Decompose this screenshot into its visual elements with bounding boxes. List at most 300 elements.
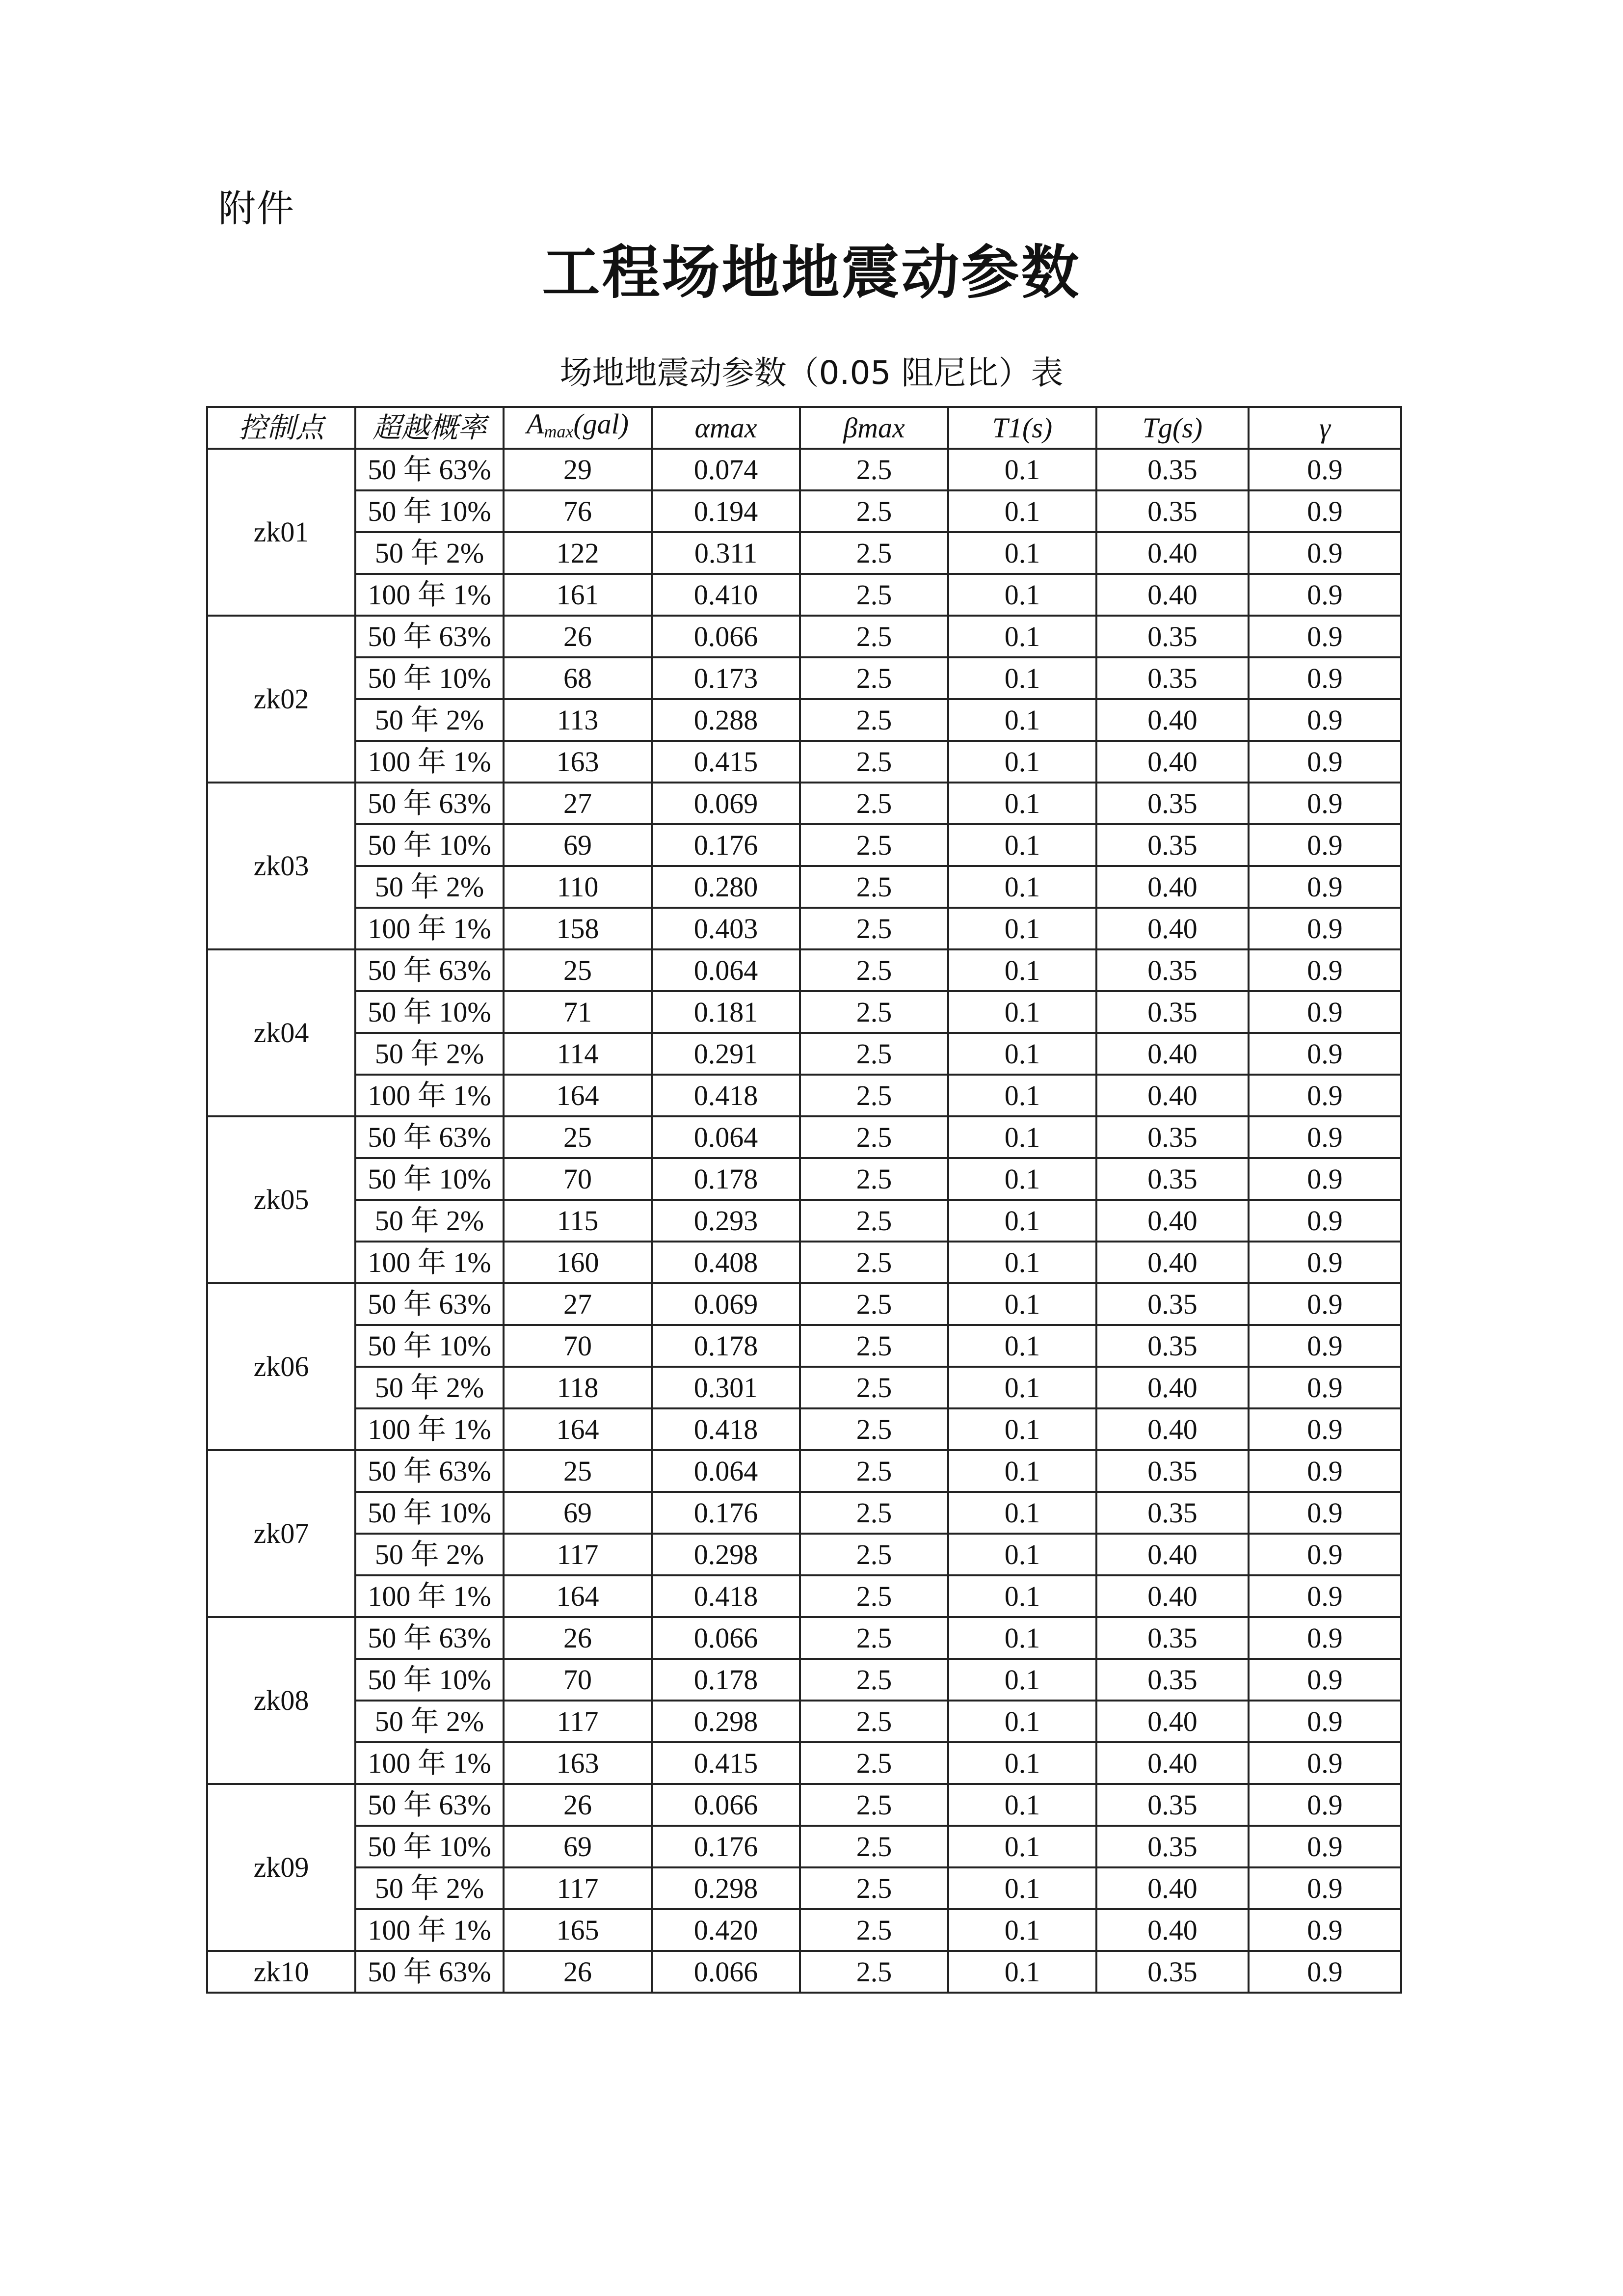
table-row xyxy=(207,1283,1401,1325)
alpha-max-cell: 0.403 xyxy=(652,908,800,949)
amax-cell: 26 xyxy=(504,1784,652,1826)
table-row xyxy=(207,1450,1401,1492)
table-row xyxy=(207,991,1401,1033)
control-point-cell: zk03 xyxy=(207,783,355,949)
beta-max-cell: 2.5 xyxy=(800,699,948,741)
exceedance-cell: 50 年 2% xyxy=(355,1367,504,1408)
beta-max-cell: 2.5 xyxy=(800,1617,948,1659)
gamma-cell: 0.9 xyxy=(1249,657,1401,699)
alpha-max-cell: 0.418 xyxy=(652,1575,800,1617)
t1-cell: 0.1 xyxy=(948,1951,1096,1993)
tg-cell: 0.40 xyxy=(1096,1200,1249,1242)
gamma-cell: 0.9 xyxy=(1249,908,1401,949)
seismic-parameters-table xyxy=(206,406,1402,1994)
amax-cell: 110 xyxy=(504,866,652,908)
gamma-cell: 0.9 xyxy=(1249,1784,1401,1826)
alpha-max-cell: 0.298 xyxy=(652,1701,800,1742)
beta-max-cell: 2.5 xyxy=(800,824,948,866)
amax-cell: 164 xyxy=(504,1575,652,1617)
alpha-max-cell: 0.301 xyxy=(652,1367,800,1408)
beta-max-cell: 2.5 xyxy=(800,991,948,1033)
gamma-cell: 0.9 xyxy=(1249,1951,1401,1993)
amax-cell: 160 xyxy=(504,1242,652,1283)
exceedance-cell: 50 年 63% xyxy=(355,1116,504,1158)
exceedance-cell: 100 年 1% xyxy=(355,574,504,616)
exceedance-cell: 50 年 10% xyxy=(355,1158,504,1200)
gamma-cell: 0.9 xyxy=(1249,1158,1401,1200)
gamma-cell: 0.9 xyxy=(1249,1075,1401,1116)
exceedance-cell: 50 年 2% xyxy=(355,1534,504,1575)
tg-cell: 0.40 xyxy=(1096,1701,1249,1742)
alpha-max-cell: 0.173 xyxy=(652,657,800,699)
exceedance-cell: 50 年 63% xyxy=(355,1283,504,1325)
table-row xyxy=(207,949,1401,991)
t1-cell: 0.1 xyxy=(948,1367,1096,1408)
exceedance-cell: 50 年 63% xyxy=(355,449,504,490)
table-row xyxy=(207,908,1401,949)
gamma-cell: 0.9 xyxy=(1249,949,1401,991)
gamma-cell: 0.9 xyxy=(1249,490,1401,532)
tg-cell: 0.35 xyxy=(1096,824,1249,866)
table-row xyxy=(207,1534,1401,1575)
header-amax-symbol: A xyxy=(526,408,544,440)
gamma-cell: 0.9 xyxy=(1249,1701,1401,1742)
beta-max-cell: 2.5 xyxy=(800,741,948,783)
gamma-cell: 0.9 xyxy=(1249,616,1401,657)
control-point-cell: zk09 xyxy=(207,1784,355,1951)
amax-cell: 118 xyxy=(504,1367,652,1408)
table-row xyxy=(207,1659,1401,1701)
alpha-max-cell: 0.420 xyxy=(652,1909,800,1951)
t1-cell: 0.1 xyxy=(948,1575,1096,1617)
table-row xyxy=(207,866,1401,908)
exceedance-cell: 50 年 10% xyxy=(355,1325,504,1367)
gamma-cell: 0.9 xyxy=(1249,699,1401,741)
beta-max-cell: 2.5 xyxy=(800,1242,948,1283)
header-control-point: 控制点 xyxy=(207,407,355,449)
alpha-max-cell: 0.074 xyxy=(652,449,800,490)
alpha-max-cell: 0.410 xyxy=(652,574,800,616)
tg-cell: 0.35 xyxy=(1096,1826,1249,1867)
amax-cell: 122 xyxy=(504,532,652,574)
exceedance-cell: 50 年 10% xyxy=(355,490,504,532)
table-row xyxy=(207,1075,1401,1116)
beta-max-cell: 2.5 xyxy=(800,1742,948,1784)
alpha-max-cell: 0.280 xyxy=(652,866,800,908)
gamma-cell: 0.9 xyxy=(1249,866,1401,908)
table-row xyxy=(207,574,1401,616)
beta-max-cell: 2.5 xyxy=(800,1575,948,1617)
exceedance-cell: 100 年 1% xyxy=(355,1408,504,1450)
amax-cell: 161 xyxy=(504,574,652,616)
exceedance-cell: 50 年 63% xyxy=(355,949,504,991)
gamma-cell: 0.9 xyxy=(1249,1659,1401,1701)
control-point-cell: zk06 xyxy=(207,1283,355,1450)
amax-cell: 26 xyxy=(504,1951,652,1993)
amax-cell: 70 xyxy=(504,1158,652,1200)
t1-cell: 0.1 xyxy=(948,616,1096,657)
amax-cell: 69 xyxy=(504,1492,652,1534)
table-row xyxy=(207,1826,1401,1867)
alpha-max-cell: 0.176 xyxy=(652,1826,800,1867)
tg-cell: 0.40 xyxy=(1096,908,1249,949)
gamma-cell: 0.9 xyxy=(1249,1367,1401,1408)
exceedance-cell: 50 年 2% xyxy=(355,1867,504,1909)
control-point-cell: zk04 xyxy=(207,949,355,1116)
t1-cell: 0.1 xyxy=(948,908,1096,949)
beta-max-cell: 2.5 xyxy=(800,1909,948,1951)
t1-cell: 0.1 xyxy=(948,741,1096,783)
alpha-max-cell: 0.064 xyxy=(652,949,800,991)
amax-cell: 158 xyxy=(504,908,652,949)
table-row xyxy=(207,657,1401,699)
t1-cell: 0.1 xyxy=(948,1325,1096,1367)
amax-cell: 26 xyxy=(504,616,652,657)
table-row xyxy=(207,1617,1401,1659)
t1-cell: 0.1 xyxy=(948,490,1096,532)
table-row xyxy=(207,1242,1401,1283)
t1-cell: 0.1 xyxy=(948,1617,1096,1659)
gamma-cell: 0.9 xyxy=(1249,1242,1401,1283)
gamma-cell: 0.9 xyxy=(1249,1534,1401,1575)
t1-cell: 0.1 xyxy=(948,866,1096,908)
t1-cell: 0.1 xyxy=(948,1283,1096,1325)
amax-cell: 164 xyxy=(504,1075,652,1116)
alpha-max-cell: 0.418 xyxy=(652,1408,800,1450)
tg-cell: 0.35 xyxy=(1096,1325,1249,1367)
exceedance-cell: 50 年 10% xyxy=(355,991,504,1033)
alpha-max-cell: 0.069 xyxy=(652,1283,800,1325)
t1-cell: 0.1 xyxy=(948,1075,1096,1116)
header-amax xyxy=(504,407,652,449)
amax-cell: 115 xyxy=(504,1200,652,1242)
table-row xyxy=(207,699,1401,741)
tg-cell: 0.40 xyxy=(1096,741,1249,783)
table-row xyxy=(207,1784,1401,1826)
tg-cell: 0.40 xyxy=(1096,1033,1249,1075)
t1-cell: 0.1 xyxy=(948,1659,1096,1701)
exceedance-cell: 50 年 2% xyxy=(355,866,504,908)
tg-cell: 0.40 xyxy=(1096,1367,1249,1408)
gamma-cell: 0.9 xyxy=(1249,824,1401,866)
header-exceedance-probability: 超越概率 xyxy=(355,407,504,449)
t1-cell: 0.1 xyxy=(948,1701,1096,1742)
header-beta-max: βmax xyxy=(800,407,948,449)
exceedance-cell: 50 年 63% xyxy=(355,1951,504,1993)
amax-cell: 70 xyxy=(504,1659,652,1701)
tg-cell: 0.35 xyxy=(1096,1116,1249,1158)
table-row xyxy=(207,1033,1401,1075)
exceedance-cell: 100 年 1% xyxy=(355,1242,504,1283)
tg-cell: 0.35 xyxy=(1096,1659,1249,1701)
beta-max-cell: 2.5 xyxy=(800,1659,948,1701)
beta-max-cell: 2.5 xyxy=(800,657,948,699)
amax-cell: 27 xyxy=(504,1283,652,1325)
t1-cell: 0.1 xyxy=(948,949,1096,991)
header-amax-unit: (gal) xyxy=(573,408,629,440)
header-tg: Tg(s) xyxy=(1096,407,1249,449)
amax-cell: 114 xyxy=(504,1033,652,1075)
amax-cell: 25 xyxy=(504,1450,652,1492)
alpha-max-cell: 0.288 xyxy=(652,699,800,741)
exceedance-cell: 50 年 63% xyxy=(355,616,504,657)
gamma-cell: 0.9 xyxy=(1249,1033,1401,1075)
t1-cell: 0.1 xyxy=(948,449,1096,490)
beta-max-cell: 2.5 xyxy=(800,1283,948,1325)
beta-max-cell: 2.5 xyxy=(800,783,948,824)
beta-max-cell: 2.5 xyxy=(800,1408,948,1450)
table-row xyxy=(207,1701,1401,1742)
alpha-max-cell: 0.418 xyxy=(652,1075,800,1116)
beta-max-cell: 2.5 xyxy=(800,1075,948,1116)
t1-cell: 0.1 xyxy=(948,1492,1096,1534)
tg-cell: 0.35 xyxy=(1096,1283,1249,1325)
control-point-cell: zk08 xyxy=(207,1617,355,1784)
amax-cell: 164 xyxy=(504,1408,652,1450)
table-row xyxy=(207,741,1401,783)
tg-cell: 0.40 xyxy=(1096,1742,1249,1784)
control-point-cell: zk02 xyxy=(207,616,355,783)
tg-cell: 0.35 xyxy=(1096,1492,1249,1534)
amax-cell: 25 xyxy=(504,949,652,991)
exceedance-cell: 50 年 63% xyxy=(355,1450,504,1492)
control-point-cell: zk01 xyxy=(207,449,355,616)
gamma-cell: 0.9 xyxy=(1249,1617,1401,1659)
alpha-max-cell: 0.293 xyxy=(652,1200,800,1242)
beta-max-cell: 2.5 xyxy=(800,1158,948,1200)
t1-cell: 0.1 xyxy=(948,1784,1096,1826)
alpha-max-cell: 0.408 xyxy=(652,1242,800,1283)
exceedance-cell: 50 年 2% xyxy=(355,699,504,741)
table-row xyxy=(207,490,1401,532)
alpha-max-cell: 0.064 xyxy=(652,1450,800,1492)
table-row xyxy=(207,1492,1401,1534)
table-row xyxy=(207,1867,1401,1909)
beta-max-cell: 2.5 xyxy=(800,1951,948,1993)
exceedance-cell: 100 年 1% xyxy=(355,1075,504,1116)
t1-cell: 0.1 xyxy=(948,1200,1096,1242)
tg-cell: 0.35 xyxy=(1096,449,1249,490)
amax-cell: 165 xyxy=(504,1909,652,1951)
gamma-cell: 0.9 xyxy=(1249,449,1401,490)
tg-cell: 0.40 xyxy=(1096,866,1249,908)
exceedance-cell: 100 年 1% xyxy=(355,741,504,783)
beta-max-cell: 2.5 xyxy=(800,1033,948,1075)
t1-cell: 0.1 xyxy=(948,783,1096,824)
t1-cell: 0.1 xyxy=(948,824,1096,866)
t1-cell: 0.1 xyxy=(948,1742,1096,1784)
alpha-max-cell: 0.291 xyxy=(652,1033,800,1075)
beta-max-cell: 2.5 xyxy=(800,449,948,490)
tg-cell: 0.35 xyxy=(1096,1784,1249,1826)
tg-cell: 0.35 xyxy=(1096,949,1249,991)
beta-max-cell: 2.5 xyxy=(800,949,948,991)
table-row xyxy=(207,1367,1401,1408)
exceedance-cell: 50 年 63% xyxy=(355,1617,504,1659)
beta-max-cell: 2.5 xyxy=(800,1534,948,1575)
amax-cell: 68 xyxy=(504,657,652,699)
tg-cell: 0.40 xyxy=(1096,1867,1249,1909)
alpha-max-cell: 0.194 xyxy=(652,490,800,532)
tg-cell: 0.35 xyxy=(1096,1617,1249,1659)
amax-cell: 27 xyxy=(504,783,652,824)
exceedance-cell: 50 年 63% xyxy=(355,783,504,824)
alpha-max-cell: 0.298 xyxy=(652,1867,800,1909)
tg-cell: 0.40 xyxy=(1096,532,1249,574)
table-caption: 场地地震动参数（0.05 阻尼比）表 xyxy=(559,354,1064,392)
exceedance-cell: 100 年 1% xyxy=(355,1575,504,1617)
t1-cell: 0.1 xyxy=(948,699,1096,741)
beta-max-cell: 2.5 xyxy=(800,1784,948,1826)
gamma-cell: 0.9 xyxy=(1249,1492,1401,1534)
amax-cell: 117 xyxy=(504,1701,652,1742)
t1-cell: 0.1 xyxy=(948,574,1096,616)
table-row xyxy=(207,616,1401,657)
t1-cell: 0.1 xyxy=(948,1909,1096,1951)
exceedance-cell: 50 年 10% xyxy=(355,1492,504,1534)
t1-cell: 0.1 xyxy=(948,991,1096,1033)
amax-cell: 163 xyxy=(504,741,652,783)
beta-max-cell: 2.5 xyxy=(800,1450,948,1492)
alpha-max-cell: 0.064 xyxy=(652,1116,800,1158)
gamma-cell: 0.9 xyxy=(1249,1867,1401,1909)
gamma-cell: 0.9 xyxy=(1249,1742,1401,1784)
gamma-cell: 0.9 xyxy=(1249,1408,1401,1450)
tg-cell: 0.35 xyxy=(1096,783,1249,824)
gamma-cell: 0.9 xyxy=(1249,783,1401,824)
exceedance-cell: 100 年 1% xyxy=(355,908,504,949)
table-row xyxy=(207,1200,1401,1242)
alpha-max-cell: 0.066 xyxy=(652,1617,800,1659)
exceedance-cell: 50 年 2% xyxy=(355,1701,504,1742)
tg-cell: 0.35 xyxy=(1096,991,1249,1033)
alpha-max-cell: 0.415 xyxy=(652,741,800,783)
gamma-cell: 0.9 xyxy=(1249,741,1401,783)
gamma-cell: 0.9 xyxy=(1249,991,1401,1033)
control-point-cell: zk05 xyxy=(207,1116,355,1283)
beta-max-cell: 2.5 xyxy=(800,1325,948,1367)
alpha-max-cell: 0.415 xyxy=(652,1742,800,1784)
attachment-label: 附件 xyxy=(218,187,295,230)
alpha-max-cell: 0.066 xyxy=(652,1951,800,1993)
gamma-cell: 0.9 xyxy=(1249,1450,1401,1492)
exceedance-cell: 100 年 1% xyxy=(355,1742,504,1784)
gamma-cell: 0.9 xyxy=(1249,574,1401,616)
beta-max-cell: 2.5 xyxy=(800,1367,948,1408)
t1-cell: 0.1 xyxy=(948,1450,1096,1492)
table-body xyxy=(207,449,1401,1993)
table-row xyxy=(207,1116,1401,1158)
table-row xyxy=(207,449,1401,490)
alpha-max-cell: 0.176 xyxy=(652,824,800,866)
alpha-max-cell: 0.066 xyxy=(652,1784,800,1826)
alpha-max-cell: 0.069 xyxy=(652,783,800,824)
t1-cell: 0.1 xyxy=(948,532,1096,574)
table-row xyxy=(207,1742,1401,1784)
alpha-max-cell: 0.176 xyxy=(652,1492,800,1534)
gamma-cell: 0.9 xyxy=(1249,532,1401,574)
exceedance-cell: 50 年 10% xyxy=(355,824,504,866)
exceedance-cell: 50 年 2% xyxy=(355,1033,504,1075)
amax-cell: 71 xyxy=(504,991,652,1033)
beta-max-cell: 2.5 xyxy=(800,1116,948,1158)
amax-cell: 69 xyxy=(504,824,652,866)
table-row xyxy=(207,1408,1401,1450)
exceedance-cell: 100 年 1% xyxy=(355,1909,504,1951)
exceedance-cell: 50 年 63% xyxy=(355,1784,504,1826)
tg-cell: 0.40 xyxy=(1096,1575,1249,1617)
exceedance-cell: 50 年 2% xyxy=(355,532,504,574)
exceedance-cell: 50 年 10% xyxy=(355,657,504,699)
exceedance-cell: 50 年 10% xyxy=(355,1659,504,1701)
tg-cell: 0.35 xyxy=(1096,1951,1249,1993)
amax-cell: 69 xyxy=(504,1826,652,1867)
tg-cell: 0.40 xyxy=(1096,1408,1249,1450)
table-row xyxy=(207,1325,1401,1367)
alpha-max-cell: 0.298 xyxy=(652,1534,800,1575)
tg-cell: 0.40 xyxy=(1096,574,1249,616)
gamma-cell: 0.9 xyxy=(1249,1909,1401,1951)
alpha-max-cell: 0.178 xyxy=(652,1325,800,1367)
alpha-max-cell: 0.178 xyxy=(652,1158,800,1200)
tg-cell: 0.40 xyxy=(1096,1075,1249,1116)
gamma-cell: 0.9 xyxy=(1249,1575,1401,1617)
t1-cell: 0.1 xyxy=(948,1116,1096,1158)
beta-max-cell: 2.5 xyxy=(800,908,948,949)
beta-max-cell: 2.5 xyxy=(800,1701,948,1742)
beta-max-cell: 2.5 xyxy=(800,574,948,616)
tg-cell: 0.40 xyxy=(1096,699,1249,741)
gamma-cell: 0.9 xyxy=(1249,1116,1401,1158)
exceedance-cell: 50 年 10% xyxy=(355,1826,504,1867)
t1-cell: 0.1 xyxy=(948,1867,1096,1909)
amax-cell: 29 xyxy=(504,449,652,490)
table-row xyxy=(207,824,1401,866)
tg-cell: 0.35 xyxy=(1096,1158,1249,1200)
table-row xyxy=(207,1158,1401,1200)
exceedance-cell: 50 年 2% xyxy=(355,1200,504,1242)
t1-cell: 0.1 xyxy=(948,1534,1096,1575)
control-point-cell: zk07 xyxy=(207,1450,355,1617)
amax-cell: 76 xyxy=(504,490,652,532)
table-row xyxy=(207,1951,1401,1993)
tg-cell: 0.40 xyxy=(1096,1534,1249,1575)
tg-cell: 0.35 xyxy=(1096,1450,1249,1492)
header-alpha-max: αmax xyxy=(652,407,800,449)
tg-cell: 0.35 xyxy=(1096,616,1249,657)
beta-max-cell: 2.5 xyxy=(800,490,948,532)
alpha-max-cell: 0.066 xyxy=(652,616,800,657)
gamma-cell: 0.9 xyxy=(1249,1283,1401,1325)
table-row xyxy=(207,783,1401,824)
beta-max-cell: 2.5 xyxy=(800,1200,948,1242)
table-row xyxy=(207,1909,1401,1951)
document-title: 工程场地地震动参数 xyxy=(542,238,1081,306)
header-t1: T1(s) xyxy=(948,407,1096,449)
tg-cell: 0.40 xyxy=(1096,1909,1249,1951)
t1-cell: 0.1 xyxy=(948,1033,1096,1075)
beta-max-cell: 2.5 xyxy=(800,1826,948,1867)
tg-cell: 0.40 xyxy=(1096,1242,1249,1283)
gamma-cell: 0.9 xyxy=(1249,1325,1401,1367)
tg-cell: 0.35 xyxy=(1096,657,1249,699)
beta-max-cell: 2.5 xyxy=(800,616,948,657)
t1-cell: 0.1 xyxy=(948,1242,1096,1283)
amax-cell: 117 xyxy=(504,1867,652,1909)
table-row xyxy=(207,532,1401,574)
t1-cell: 0.1 xyxy=(948,1158,1096,1200)
alpha-max-cell: 0.181 xyxy=(652,991,800,1033)
